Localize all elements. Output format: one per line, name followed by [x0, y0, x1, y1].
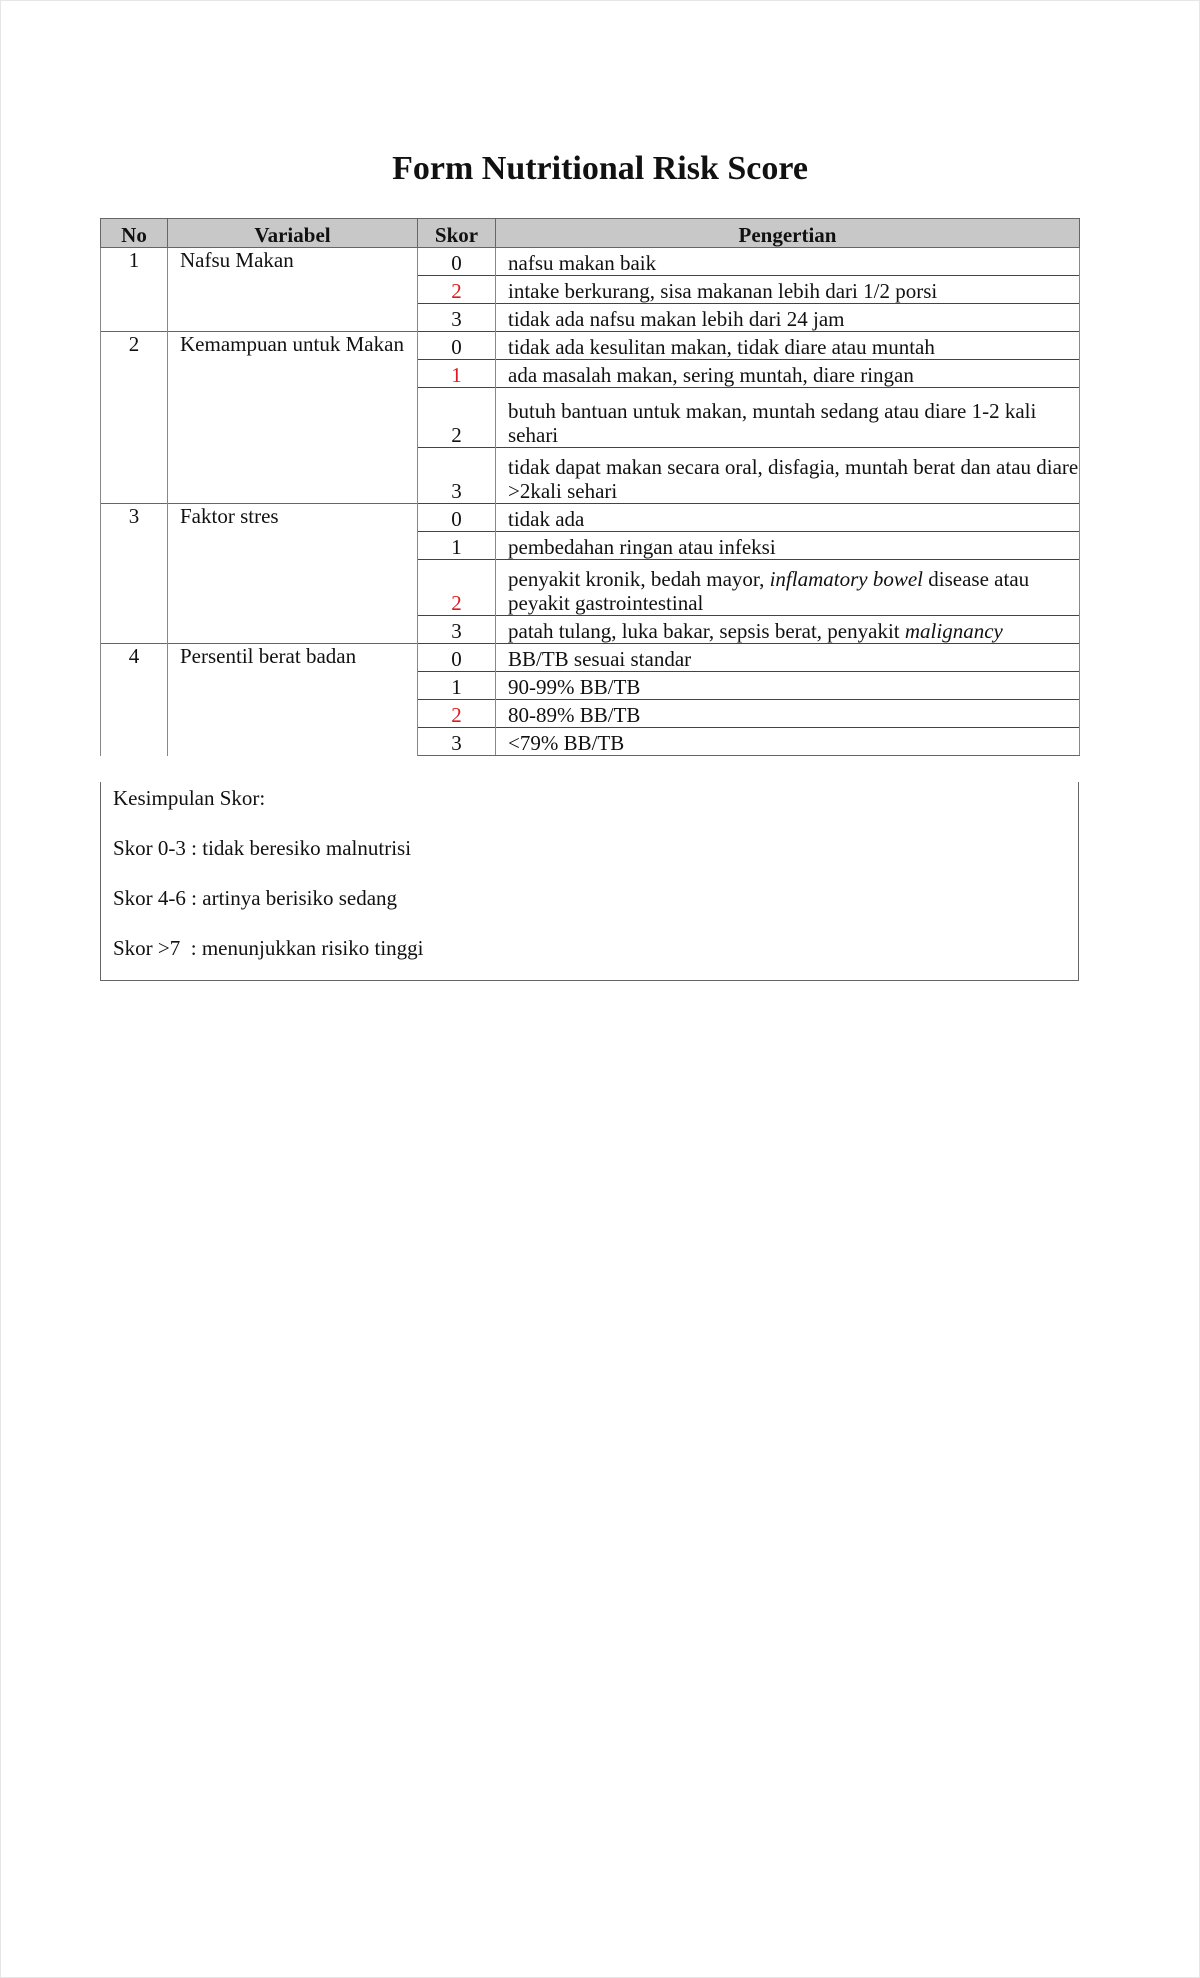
definition-cell: 80-89% BB/TB [496, 700, 1080, 728]
conclusion-line: Skor >7 : menunjukkan risiko tinggi [113, 936, 424, 960]
conclusion-line: Skor 4-6 : artinya berisiko sedang [113, 886, 398, 910]
score-cell: 1 [418, 532, 496, 560]
definition-cell: <79% BB/TB [496, 728, 1080, 756]
form-title: Form Nutritional Risk Score [392, 150, 808, 187]
row-number: 3 [101, 504, 168, 644]
definition-cell: tidak dapat makan secara oral, disfagia, muntah berat dan atau diare >2kali sehari [496, 448, 1080, 504]
score-cell: 2 [418, 700, 496, 728]
score-cell: 3 [418, 616, 496, 644]
nutrition-risk-table [100, 218, 1080, 756]
score-cell: 2 [418, 388, 496, 448]
definition-cell: BB/TB sesuai standar [496, 644, 1080, 672]
conclusion-line: Skor 0-3 : tidak beresiko malnutrisi [113, 836, 412, 860]
score-cell: 3 [418, 728, 496, 756]
score-cell: 2 [418, 560, 496, 616]
row-number: 1 [101, 248, 168, 332]
score-cell: 0 [418, 504, 496, 532]
score-cell: 0 [418, 248, 496, 276]
definition-cell: intake berkurang, sisa makanan lebih dari 1/2 porsi [496, 276, 1080, 304]
definition-cell: tidak ada [496, 504, 1080, 532]
definition-cell: pembedahan ringan atau infeksi [496, 532, 1080, 560]
table-row [101, 332, 1080, 360]
variable-name: Kemampuan untuk Makan [168, 332, 418, 504]
table-row [101, 644, 1080, 672]
definition-cell: tidak ada nafsu makan lebih dari 24 jam [496, 304, 1080, 332]
definition-text: patah tulang, luka bakar, sepsis berat, penyakit [508, 619, 905, 643]
definition-cell: nafsu makan baik [496, 248, 1080, 276]
score-cell: 1 [418, 672, 496, 700]
definition-cell: 90-99% BB/TB [496, 672, 1080, 700]
definition-text: disease atau peyakit gastrointestinal [508, 567, 1030, 615]
score-conclusion [100, 782, 1079, 981]
row-number: 4 [101, 644, 168, 756]
row-number: 2 [101, 332, 168, 504]
definition-cell [496, 560, 1080, 616]
score-cell: 1 [418, 360, 496, 388]
score-cell: 0 [418, 332, 496, 360]
definition-text: penyakit kronik, bedah mayor, [508, 567, 770, 591]
header-pengertian: Pengertian [496, 219, 1080, 248]
conclusion-heading: Kesimpulan Skor: [113, 786, 266, 810]
score-cell: 0 [418, 644, 496, 672]
table-row [101, 248, 1080, 276]
score-cell: 3 [418, 304, 496, 332]
header-skor: Skor [418, 219, 496, 248]
score-cell: 2 [418, 276, 496, 304]
definition-cell: tidak ada kesulitan makan, tidak diare atau muntah [496, 332, 1080, 360]
header-variabel: Variabel [168, 219, 418, 248]
header-no: No [101, 219, 168, 248]
definition-cell: butuh bantuan untuk makan, muntah sedang atau diare 1-2 kali sehari [496, 388, 1080, 448]
variable-name: Faktor stres [168, 504, 418, 644]
table-header-row [101, 219, 1080, 248]
score-cell: 3 [418, 448, 496, 504]
variable-name: Nafsu Makan [168, 248, 418, 332]
table-row [101, 504, 1080, 532]
definition-italic-term: inflamatory bowel [769, 567, 924, 591]
definition-cell: ada masalah makan, sering muntah, diare ringan [496, 360, 1080, 388]
variable-name: Persentil berat badan [168, 644, 418, 756]
definition-italic-term: malignancy [904, 619, 1003, 643]
definition-cell [496, 616, 1080, 644]
